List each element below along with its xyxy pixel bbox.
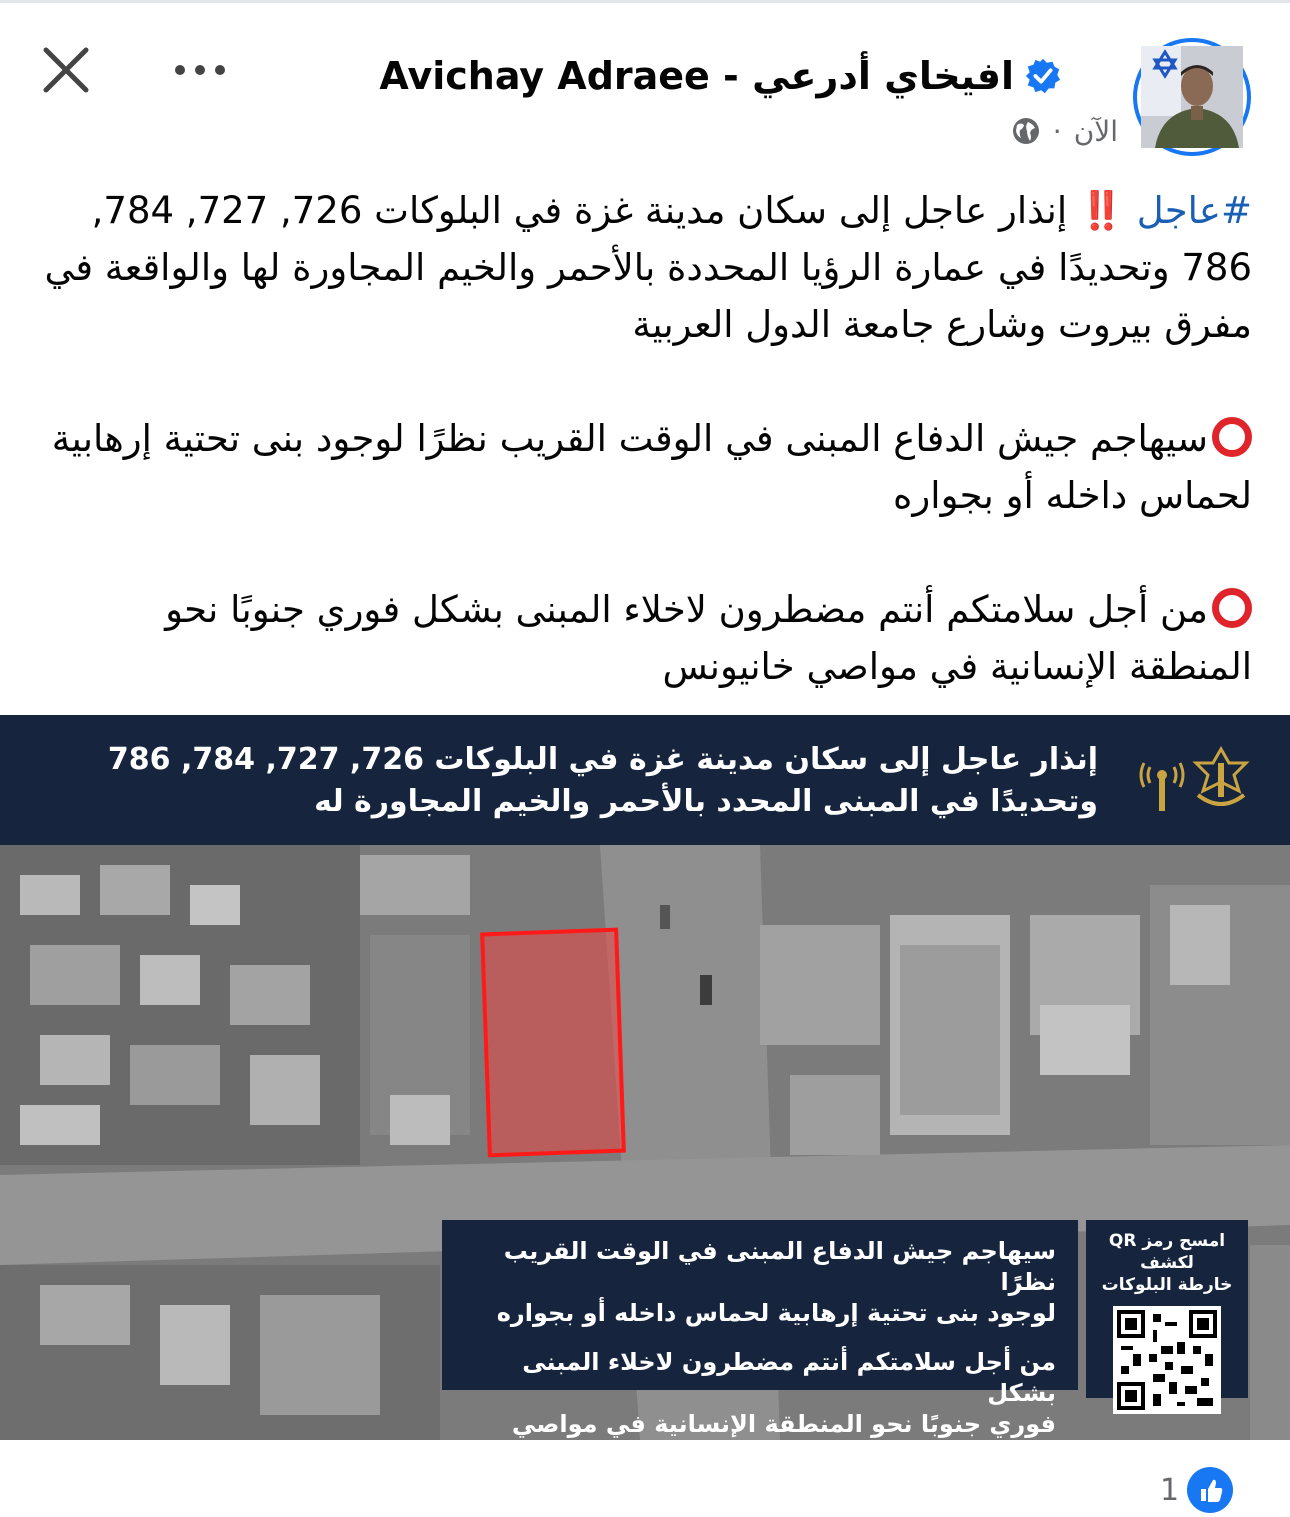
info-line-1: سيهاجم جيش الدفاع المبنى في الوقت القريب نظرًا [503, 1237, 1056, 1296]
qr-code [1113, 1306, 1221, 1414]
meta-separator: · [1052, 114, 1062, 148]
signal-corps-icon [1136, 753, 1188, 815]
banner-line-2: وتحديدًا في المبنى المحدد بالأحمر والخيم المجاورة له [314, 784, 1098, 819]
idf-emblem-icon [1186, 745, 1256, 815]
author-name-row[interactable] [379, 46, 1062, 106]
info-line-4: فوري جنوبًا نحو المنطقة الإنسانية في مواصي خانيونس [511, 1410, 1056, 1469]
headline-text: إنذار عاجل إلى سكان مدينة غزة في البلوكات 726, 727, 784, 786 وتحديدًا في عمارة الرؤيا المحددة بالأحمر والخيم المجاورة لها والواقعة في مفرق بيروت وشارع جامعة الدول العربية [44, 189, 1252, 346]
author-name[interactable]: Avichay Adraee - افيخاي أدرعي [379, 54, 1014, 98]
qr-caption-line-1: امسح رمز QR لكشف [1108, 1231, 1226, 1273]
post-paragraph-2 [40, 581, 1252, 695]
warning-info-box [442, 1220, 1078, 1469]
post-headline [40, 182, 1252, 353]
globe-icon[interactable] [1011, 116, 1041, 146]
more-options-button[interactable] [170, 52, 230, 88]
post-paragraph-1 [40, 410, 1252, 524]
more-options-icon [170, 52, 230, 88]
post-body [40, 182, 1252, 695]
image-banner [0, 715, 1290, 845]
qr-panel [1086, 1220, 1248, 1398]
post-image[interactable] [0, 715, 1290, 1469]
banner-text [98, 739, 1098, 823]
like-reaction-icon [1187, 1467, 1233, 1513]
author-avatar[interactable] [1133, 38, 1251, 156]
reaction-summary[interactable] [1160, 1470, 1233, 1510]
post-timestamp[interactable]: الآن [1073, 114, 1118, 148]
qr-caption-line-2: خارطة البلوكات [1101, 1275, 1233, 1295]
post-meta [1011, 108, 1118, 154]
hashtag-link[interactable]: #عاجل [1136, 189, 1252, 232]
target-building-highlight [480, 928, 626, 1158]
reaction-count[interactable]: 1 [1160, 1472, 1180, 1508]
alert-marks: ‼️ [1078, 189, 1125, 232]
paragraph-2-text: من أجل سلامتكم أنتم مضطرون لاخلاء المبنى بشكل فوري جنوبًا نحو المنطقة الإنسانية في مواصي خانيونس [165, 588, 1252, 688]
avatar-image [1141, 46, 1243, 148]
paragraph-1-text: سيهاجم جيش الدفاع المبنى في الوقت القريب نظرًا لوجود بنى تحتية إرهابية لحماس داخله أو بجواره [51, 417, 1252, 517]
red-circle-icon [1212, 588, 1252, 628]
banner-line-1: إنذار عاجل إلى سكان مدينة غزة في البلوكات 726, 727, 784, 786 [107, 742, 1098, 777]
info-line-2: لوجود بنى تحتية إرهابية لحماس داخله أو بجواره [496, 1299, 1056, 1327]
close-button[interactable] [38, 42, 94, 98]
verified-badge-icon [1024, 57, 1062, 95]
info-line-3: من أجل سلامتكم أنتم مضطرون لاخلاء المبنى بشكل [522, 1348, 1056, 1407]
top-divider [0, 0, 1290, 3]
close-icon [38, 42, 94, 98]
red-circle-icon [1212, 417, 1252, 457]
